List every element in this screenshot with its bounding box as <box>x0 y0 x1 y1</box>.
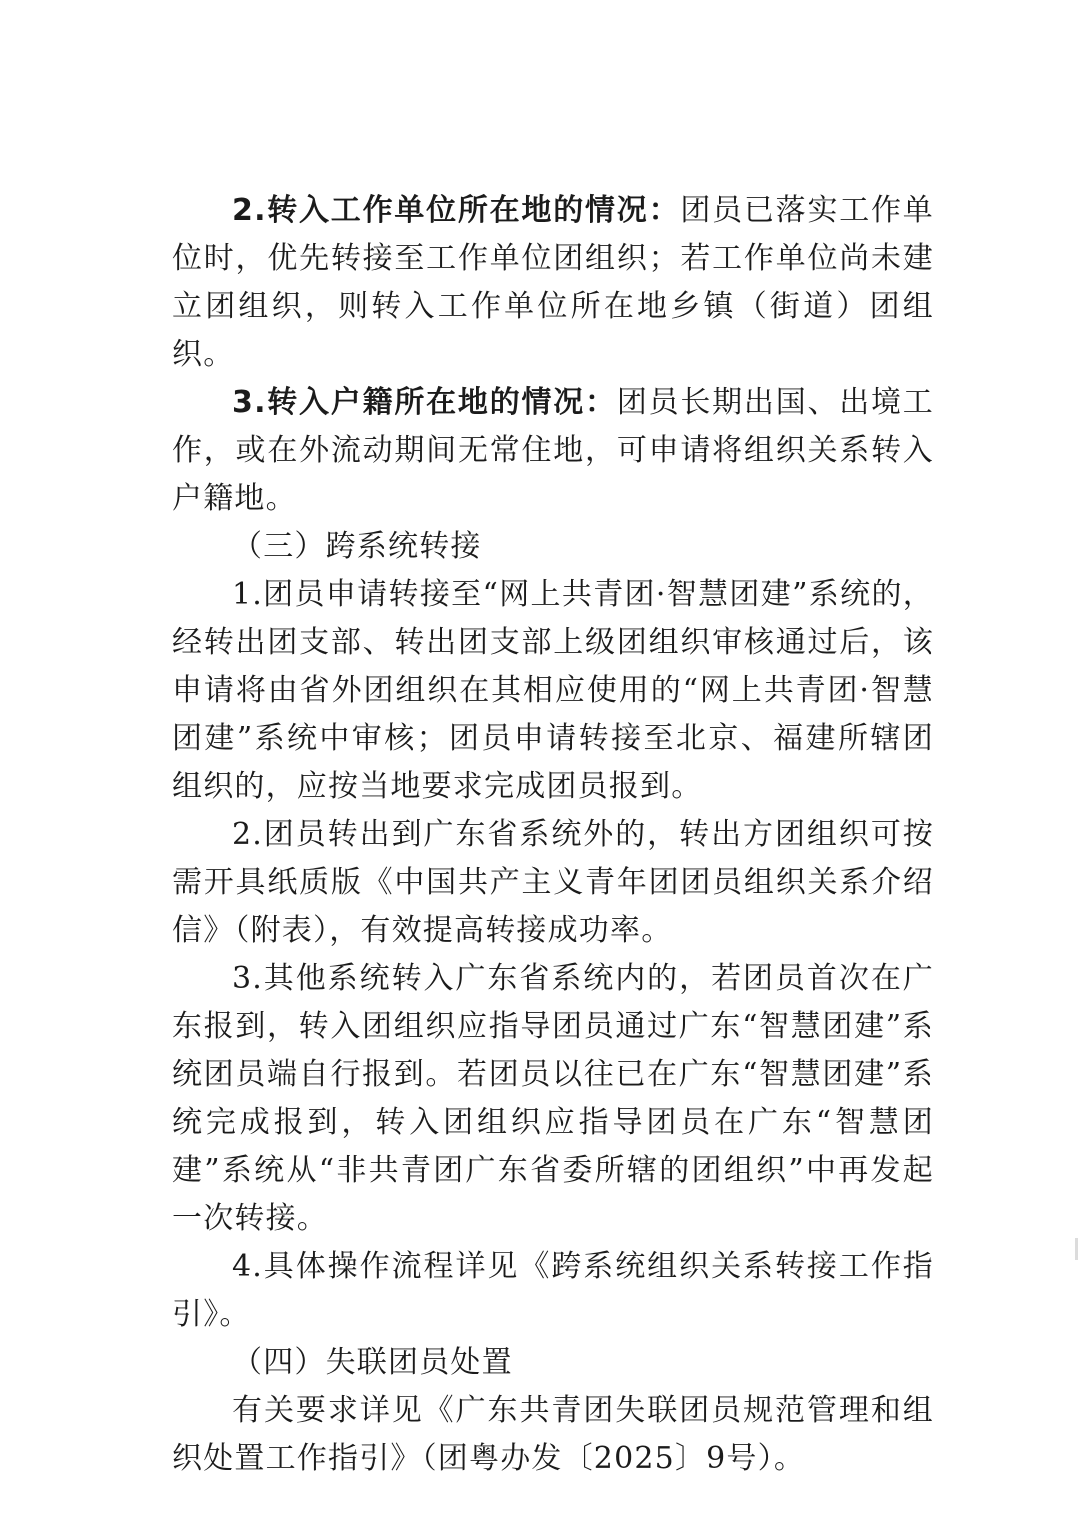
paragraph-lost-contact: 有关要求详见《广东共青团失联团员规范管理和组织处置工作指引》（团粤办发〔2025〕9号）。 <box>172 1393 934 1476</box>
section-heading-lost-contact: （四）失联团员处置 <box>232 1345 513 1380</box>
scan-edge-mark <box>1075 1238 1078 1260</box>
paragraph-lead: 3.转入户籍所在地的情况： <box>232 385 617 420</box>
paragraph-household-transfer <box>172 379 934 523</box>
paragraph-text: 团员长期出国、出境工作，或在外流动期间无常住地，可申请将组织关系转入户籍地。 <box>172 385 935 516</box>
document-body <box>172 187 934 1483</box>
section-heading-cross-system: （三）跨系统转接 <box>232 529 482 564</box>
paragraph-cross-system-3: 3.其他系统转入广东省系统内的，若团员首次在广东报到，转入团组织应指导团员通过广东“智慧团建”系统团员端自行报到。若团员以往已在广东“智慧团建”系统完成报到，转入团组织应指导团员在广东“智慧团建”系统从“非共青团广东省委所辖的团组织”中再发起一次转接。 <box>172 961 934 1236</box>
paragraph-cross-system-2: 2.团员转出到广东省系统外的，转出方团组织可按需开具纸质版《中国共产主义青年团团员组织关系介绍信》（附表），有效提高转接成功率。 <box>172 817 934 948</box>
paragraph-text: 团员已落实工作单位时，优先转接至工作单位团组织；若工作单位尚未建立团组织，则转入工作单位所在地乡镇（街道）团组织。 <box>172 193 934 372</box>
paragraph-cross-system-4: 4.具体操作流程详见《跨系统组织关系转接工作指引》。 <box>172 1249 934 1332</box>
paragraph-cross-system-1: 1.团员申请转接至“网上共青团·智慧团建”系统的，经转出团支部、转出团支部上级团组织审核通过后，该申请将由省外团组织在其相应使用的“网上共青团·智慧团建”系统中审核；团员申请转接至北京、福建所辖团组织的，应按当地要求完成团员报到。 <box>172 577 934 804</box>
paragraph-lead: 2.转入工作单位所在地的情况： <box>232 193 681 228</box>
paragraph-work-unit-transfer <box>172 187 934 379</box>
